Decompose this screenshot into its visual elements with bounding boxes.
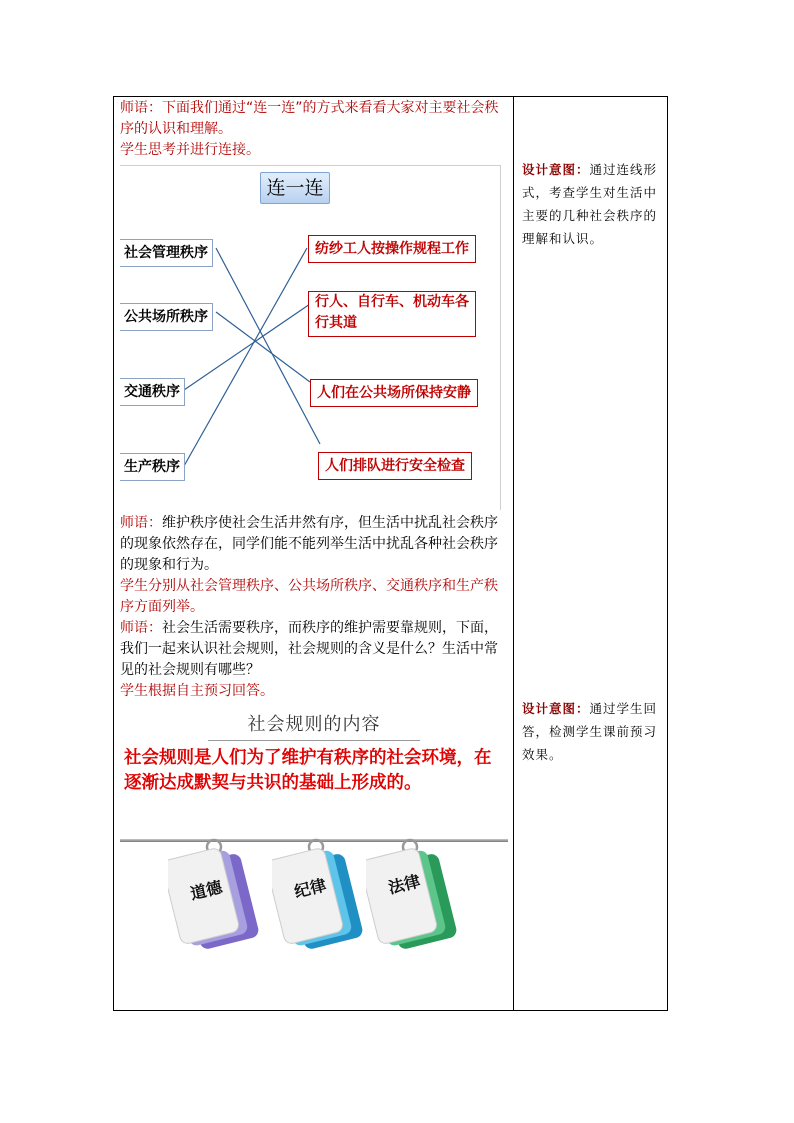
- card-law-graphic: [366, 830, 466, 960]
- design-note-2-text: 通过学生回答，检测学生课前预习效果。: [522, 701, 658, 762]
- right-item-traffic-lanes: 行人、自行车、机动车各行其道: [308, 291, 476, 337]
- para-teacher-2-label: 师语：: [120, 515, 162, 531]
- para-teacher-2: [120, 513, 510, 576]
- intro-student-text: 学生思考并进行连接。: [120, 142, 260, 158]
- card-label-discipline: 纪律: [292, 875, 329, 902]
- left-item-production: 生产秩序: [120, 453, 185, 481]
- para-teacher-3: [120, 618, 510, 681]
- para-student-3: 学生根据自主预习回答。: [120, 683, 274, 699]
- connect-title: 连一连: [260, 172, 330, 204]
- right-item-textile: 纺纱工人按操作规程工作: [308, 235, 476, 263]
- card-label-morality: 道德: [188, 877, 225, 904]
- design-note-1-label: 设计意图：: [522, 162, 590, 177]
- para-student-2: 学生分别从社会管理秩序、公共场所秩序、交通秩序和生产秩序方面列举。: [120, 578, 498, 615]
- right-item-security-check: 人们排队进行安全检查: [318, 452, 472, 480]
- rules-title: 社会规则的内容: [247, 714, 381, 735]
- right-item-quiet: 人们在公共场所保持安静: [310, 379, 478, 407]
- para-teacher-2-body: 维护秩序使社会生活井然有序，但生活中扰乱社会秩序的现象依然存在，同学们能不能列举生活中扰乱各种社会秩序的现象和行为。: [120, 515, 498, 573]
- para-teacher-3-body: 社会生活需要秩序，而秩序的维护需要靠规则，下面，我们一起来认识社会规则，社会规则的含义是什么？生活中常见的社会规则有哪些？: [120, 620, 498, 678]
- rules-title-underline: [208, 740, 420, 741]
- column-divider: [513, 96, 514, 1011]
- design-note-1: [522, 158, 662, 250]
- connect-exercise: [120, 165, 501, 510]
- intro-teacher-text: 师语：下面我们通过“连一连”的方式来看看大家对主要社会秩序的认识和理解。: [120, 100, 499, 137]
- left-item-social-management: 社会管理秩序: [120, 239, 213, 267]
- left-item-public-place: 公共场所秩序: [120, 303, 213, 331]
- design-note-2-label: 设计意图：: [522, 701, 590, 716]
- design-note-1-text: 通过连线形式，考查学生对生活中主要的几种社会秩序的理解和认识。: [522, 162, 658, 246]
- rules-slide: [120, 702, 508, 990]
- design-note-2: [522, 697, 662, 766]
- left-item-traffic: 交通秩序: [120, 378, 185, 406]
- para-teacher-3-label: 师语：: [120, 620, 162, 636]
- card-label-law: 法律: [386, 871, 423, 898]
- rules-definition: 社会规则是人们为了维护有秩序的社会环境，在逐渐达成默契与共识的基础上形成的。: [124, 748, 492, 793]
